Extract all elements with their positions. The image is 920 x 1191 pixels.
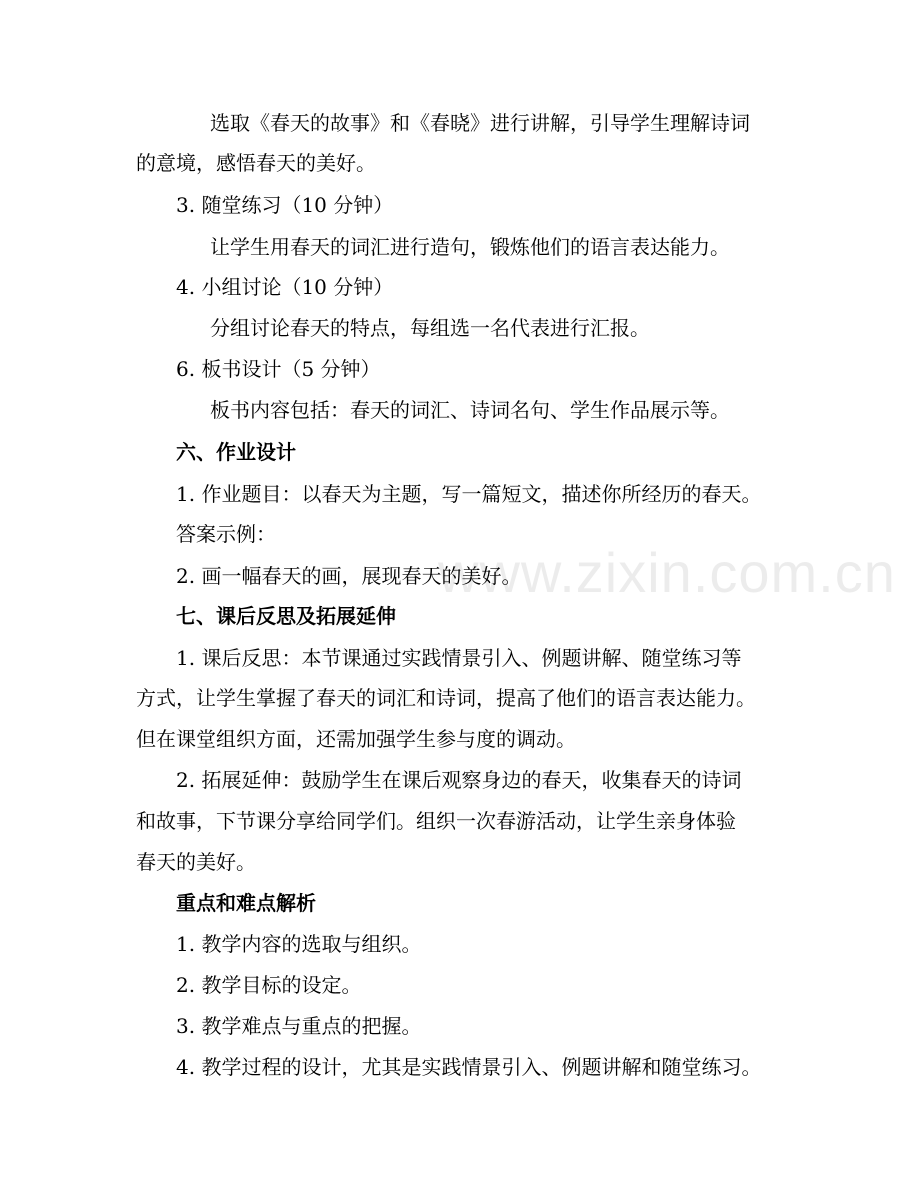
- list-item: 1. 课后反思：本节课通过实践情景引入、例题讲解、随堂练习等: [176, 646, 742, 670]
- list-item: 1. 教学内容的选取与组织。: [176, 932, 422, 956]
- paragraph-line: 但在课堂组织方面，还需加强学生参与度的调动。: [136, 727, 576, 751]
- paragraph-line: 选取《春天的故事》和《春晓》进行讲解，引导学生理解诗词: [210, 111, 750, 135]
- section-heading: 七、课后反思及拓展延伸: [176, 604, 396, 628]
- paragraph-line: 和故事，下节课分享给同学们。组织一次春游活动，让学生亲身体验: [136, 809, 736, 833]
- paragraph-line: 方式，让学生掌握了春天的词汇和诗词，提高了他们的语言表达能力。: [136, 686, 756, 710]
- paragraph-line: 板书内容包括：春天的词汇、诗词名句、学生作品展示等。: [210, 398, 730, 422]
- section-heading: 重点和难点解析: [176, 891, 316, 915]
- list-item: 3. 教学难点与重点的把握。: [176, 1014, 422, 1038]
- list-item: 1. 作业题目：以春天为主题，写一篇短文，描述你所经历的春天。: [176, 482, 762, 506]
- paragraph-line: 答案示例：: [176, 522, 276, 546]
- paragraph-line: 春天的美好。: [136, 850, 256, 874]
- list-item: 2. 拓展延伸：鼓励学生在课后观察身边的春天，收集春天的诗词: [176, 768, 742, 792]
- watermark: www.zixin.com.cn: [438, 541, 896, 604]
- paragraph-line: 分组讨论春天的特点，每组选一名代表进行汇报。: [210, 316, 650, 340]
- section-heading: 六、作业设计: [176, 440, 296, 464]
- list-item: 4. 教学过程的设计，尤其是实践情景引入、例题讲解和随堂练习。: [176, 1055, 762, 1079]
- list-item: 2. 教学目标的设定。: [176, 973, 362, 997]
- list-item-heading: 4. 小组讨论（10 分钟）: [176, 275, 394, 299]
- list-item-heading: 6. 板书设计（5 分钟）: [176, 357, 381, 381]
- paragraph-line: 让学生用春天的词汇进行造句，锻炼他们的语言表达能力。: [210, 235, 730, 259]
- list-item: 2. 画一幅春天的画，展现春天的美好。: [176, 564, 522, 588]
- list-item-heading: 3. 随堂练习（10 分钟）: [176, 193, 394, 217]
- paragraph-line: 的意境，感悟春天的美好。: [136, 151, 376, 175]
